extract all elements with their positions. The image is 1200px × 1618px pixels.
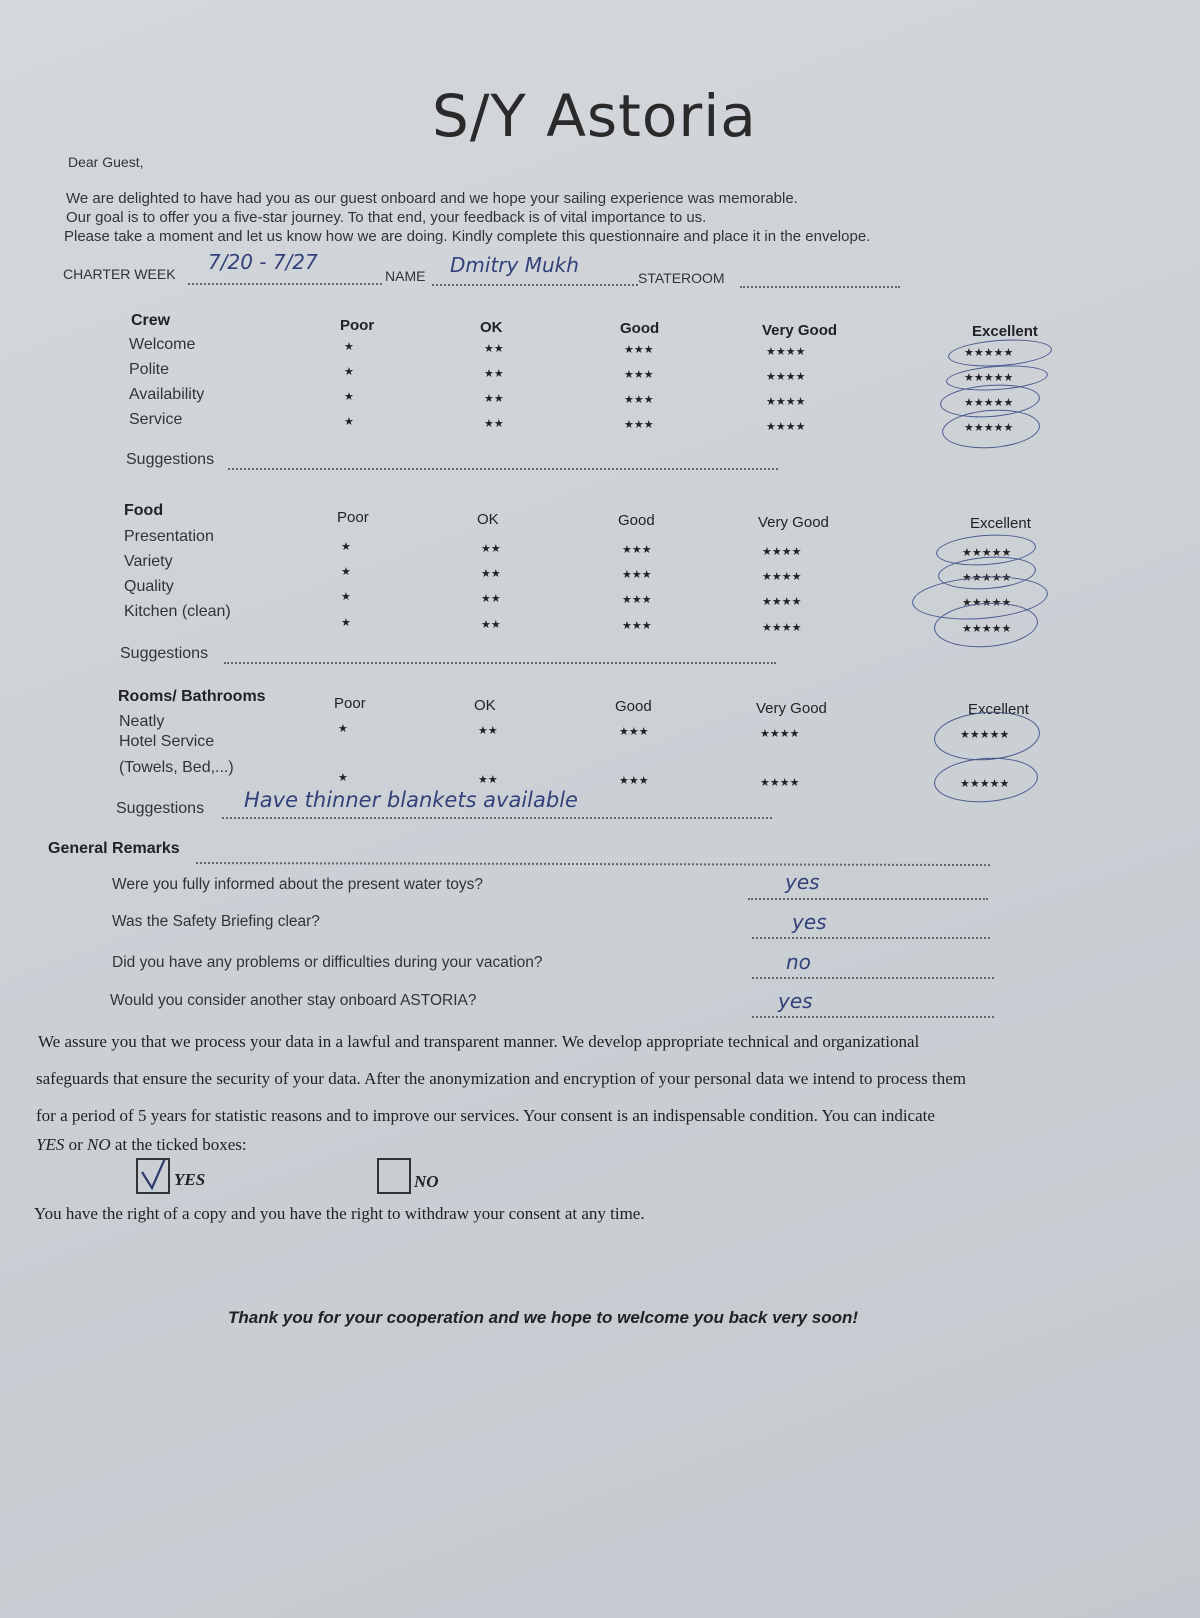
rating-option-3-star[interactable]: ★★★ [624, 419, 654, 431]
rating-option-5-star[interactable]: ★★★★★ [964, 347, 1014, 359]
rating-option-2-star[interactable]: ★★ [478, 724, 498, 737]
checkmark-icon [138, 1160, 168, 1192]
rooms-row-label: (Towels, Bed,...) [119, 759, 234, 776]
rating-option-4-star[interactable]: ★★★★ [762, 595, 802, 608]
intro-line: Please take a moment and let us know how we are doing. Kindly complete this questionnaire and place it in the envelope. [64, 228, 871, 245]
column-header-poor: Poor [334, 695, 366, 712]
rating-option-1-star[interactable]: ★ [341, 566, 351, 578]
rating-option-4-star[interactable]: ★★★★ [766, 420, 806, 433]
consent-yes-label: YES [174, 1170, 206, 1189]
rating-option-4-star[interactable]: ★★★★ [762, 621, 802, 634]
charter-week-label: CHARTER WEEK [63, 266, 176, 282]
general-remarks-label: General Remarks [48, 840, 180, 857]
question-text: Would you consider another stay onboard ASTORIA? [110, 992, 477, 1009]
rating-option-4-star[interactable]: ★★★★ [760, 776, 800, 789]
rating-option-5-star[interactable]: ★★★★★ [962, 597, 1012, 609]
consent-no-label: NO [414, 1172, 439, 1191]
excellent-selection-circle [932, 708, 1041, 763]
column-header-excellent: Excellent [970, 515, 1031, 532]
answer-line[interactable] [748, 898, 988, 900]
answer-value[interactable]: yes [785, 870, 820, 894]
food-row-label: Quality [124, 578, 174, 595]
stateroom-line[interactable] [740, 286, 900, 288]
food-row-label: Presentation [124, 528, 214, 545]
column-header-good: Good [620, 320, 660, 337]
rating-option-3-star[interactable]: ★★★ [622, 569, 652, 581]
intro-line: We are delighted to have had you as our guest onboard and we hope your sailing experience was memorable. [66, 190, 798, 207]
food-row-label: Variety [124, 553, 173, 570]
column-header-very-good: Very Good [756, 699, 827, 717]
rating-option-5-star[interactable]: ★★★★★ [962, 547, 1012, 559]
withdraw-text: You have the right of a copy and you have the right to withdraw your consent at any time. [34, 1204, 645, 1223]
rating-option-3-star[interactable]: ★★★ [619, 726, 649, 738]
intro-line: Our goal is to offer you a five-star journey. To that end, your feedback is of vital importance to us. [66, 209, 707, 226]
answer-value[interactable]: no [786, 950, 811, 974]
thanks-text: Thank you for your cooperation and we hope to welcome you back very soon! [228, 1308, 859, 1327]
column-header-very-good: Very Good [758, 513, 829, 531]
food-suggestions-line[interactable] [224, 662, 776, 664]
crew-row-label: Polite [129, 361, 170, 378]
rating-option-2-star[interactable]: ★★ [478, 773, 498, 786]
rooms-suggestions-value[interactable]: Have thinner blankets available [244, 788, 578, 812]
consent-yes-checkbox[interactable] [136, 1158, 170, 1194]
column-header-poor: Poor [340, 317, 375, 334]
privacy-line: for a period of 5 years for statistic reasons and to improve our services. Your consent is an indispensable condition. You can indicate [36, 1106, 935, 1125]
column-header-good: Good [618, 512, 655, 529]
rating-option-2-star[interactable]: ★★ [484, 392, 504, 405]
column-header-ok: OK [474, 696, 496, 714]
rating-option-4-star[interactable]: ★★★★ [766, 370, 806, 383]
rating-option-3-star[interactable]: ★★★ [624, 344, 654, 356]
column-header-excellent: Excellent [972, 323, 1038, 340]
rating-option-2-star[interactable]: ★★ [481, 592, 501, 605]
privacy-line: safeguards that ensure the security of your data. After the anonymization and encryption of your personal data we intend to process them [36, 1069, 966, 1088]
stateroom-label: STATEROOM [638, 270, 725, 286]
rating-option-1-star[interactable]: ★ [338, 772, 348, 784]
column-header-good: Good [615, 698, 652, 715]
rating-option-5-star[interactable]: ★★★★★ [964, 372, 1014, 384]
rooms-suggestions-line[interactable] [222, 817, 772, 819]
charter-week-value[interactable]: 7/20 - 7/27 [208, 250, 318, 274]
rooms-section-title: Rooms/ Bathrooms [118, 688, 266, 705]
food-row-label: Kitchen (clean) [124, 603, 231, 620]
rating-option-3-star[interactable]: ★★★ [622, 620, 652, 632]
rooms-row-label: Hotel Service [119, 733, 215, 750]
rating-option-1-star[interactable]: ★ [341, 541, 351, 553]
answer-value[interactable]: yes [792, 910, 827, 934]
question-text: Was the Safety Briefing clear? [112, 913, 320, 930]
rating-option-2-star[interactable]: ★★ [484, 342, 504, 355]
rating-option-1-star[interactable]: ★ [338, 723, 348, 735]
rooms-row-label: Neatly [119, 713, 165, 730]
rating-option-1-star[interactable]: ★ [344, 366, 354, 378]
answer-line[interactable] [752, 977, 994, 979]
privacy-yes-word: YES [36, 1135, 65, 1154]
name-value[interactable]: Dmitry Mukh [450, 253, 579, 277]
name-line [432, 284, 638, 286]
rating-option-2-star[interactable]: ★★ [481, 618, 501, 631]
column-header-ok: OK [477, 510, 499, 528]
rating-option-4-star[interactable]: ★★★★ [762, 570, 802, 583]
privacy-no-word: NO [87, 1135, 111, 1154]
rating-option-4-star[interactable]: ★★★★ [766, 345, 806, 358]
column-header-ok: OK [480, 318, 503, 336]
rating-option-4-star[interactable]: ★★★★ [760, 727, 800, 740]
rating-option-5-star[interactable]: ★★★★★ [962, 572, 1012, 584]
answer-value[interactable]: yes [778, 989, 813, 1013]
crew-row-label: Welcome [129, 336, 196, 353]
rating-option-1-star[interactable]: ★ [341, 591, 351, 603]
privacy-tail: at the ticked boxes: [110, 1135, 247, 1154]
question-text: Did you have any problems or difficulties during your vacation? [112, 954, 543, 971]
charter-week-line [188, 283, 382, 285]
rating-option-5-star[interactable]: ★★★★★ [964, 422, 1014, 434]
rating-option-2-star[interactable]: ★★ [484, 367, 504, 380]
greeting: Dear Guest, [68, 154, 144, 170]
rating-option-3-star[interactable]: ★★★ [622, 544, 652, 556]
crew-row-label: Availability [129, 386, 205, 403]
page-title: S/Y Astoria [432, 82, 757, 150]
food-section-title: Food [124, 502, 164, 519]
general-remarks-line[interactable] [196, 862, 990, 866]
rating-option-1-star[interactable]: ★ [344, 341, 354, 353]
rating-option-5-star[interactable]: ★★★★★ [960, 729, 1010, 741]
question-text: Were you fully informed about the present water toys? [112, 876, 484, 893]
rating-option-1-star[interactable]: ★ [341, 617, 351, 629]
column-header-very-good: Very Good [762, 321, 838, 339]
consent-no-checkbox[interactable] [377, 1158, 411, 1194]
excellent-selection-circle [947, 336, 1053, 369]
column-header-excellent: Excellent [968, 701, 1029, 718]
rating-option-1-star[interactable]: ★ [344, 391, 354, 403]
rating-option-3-star[interactable]: ★★★ [619, 775, 649, 787]
rating-option-3-star[interactable]: ★★★ [622, 594, 652, 606]
privacy-line-last [36, 1135, 247, 1155]
answer-line[interactable] [752, 1016, 994, 1018]
crew-section-title: Crew [131, 312, 171, 329]
rating-option-2-star[interactable]: ★★ [484, 417, 504, 430]
privacy-or-word: or [64, 1135, 88, 1154]
rating-option-5-star[interactable]: ★★★★★ [960, 778, 1010, 790]
food-suggestions-label: Suggestions [120, 645, 209, 662]
rating-option-4-star[interactable]: ★★★★ [762, 545, 802, 558]
name-label: NAME [385, 268, 426, 284]
rating-option-1-star[interactable]: ★ [344, 416, 354, 428]
rating-option-5-star[interactable]: ★★★★★ [964, 397, 1014, 409]
rating-option-4-star[interactable]: ★★★★ [766, 395, 806, 408]
rating-option-3-star[interactable]: ★★★ [624, 369, 654, 381]
rating-option-2-star[interactable]: ★★ [481, 567, 501, 580]
crew-row-label: Service [129, 411, 183, 428]
rating-option-5-star[interactable]: ★★★★★ [962, 623, 1012, 635]
crew-suggestions-line[interactable] [228, 468, 778, 470]
column-header-poor: Poor [337, 509, 369, 526]
rating-option-3-star[interactable]: ★★★ [624, 394, 654, 406]
rating-option-2-star[interactable]: ★★ [481, 542, 501, 555]
crew-suggestions-label: Suggestions [126, 451, 215, 468]
excellent-selection-circle [933, 754, 1040, 805]
answer-line[interactable] [752, 937, 990, 939]
privacy-line: We assure you that we process your data in a lawful and transparent manner. We develop appropriate technical and organizational [38, 1032, 920, 1051]
rooms-suggestions-label: Suggestions [116, 800, 205, 817]
